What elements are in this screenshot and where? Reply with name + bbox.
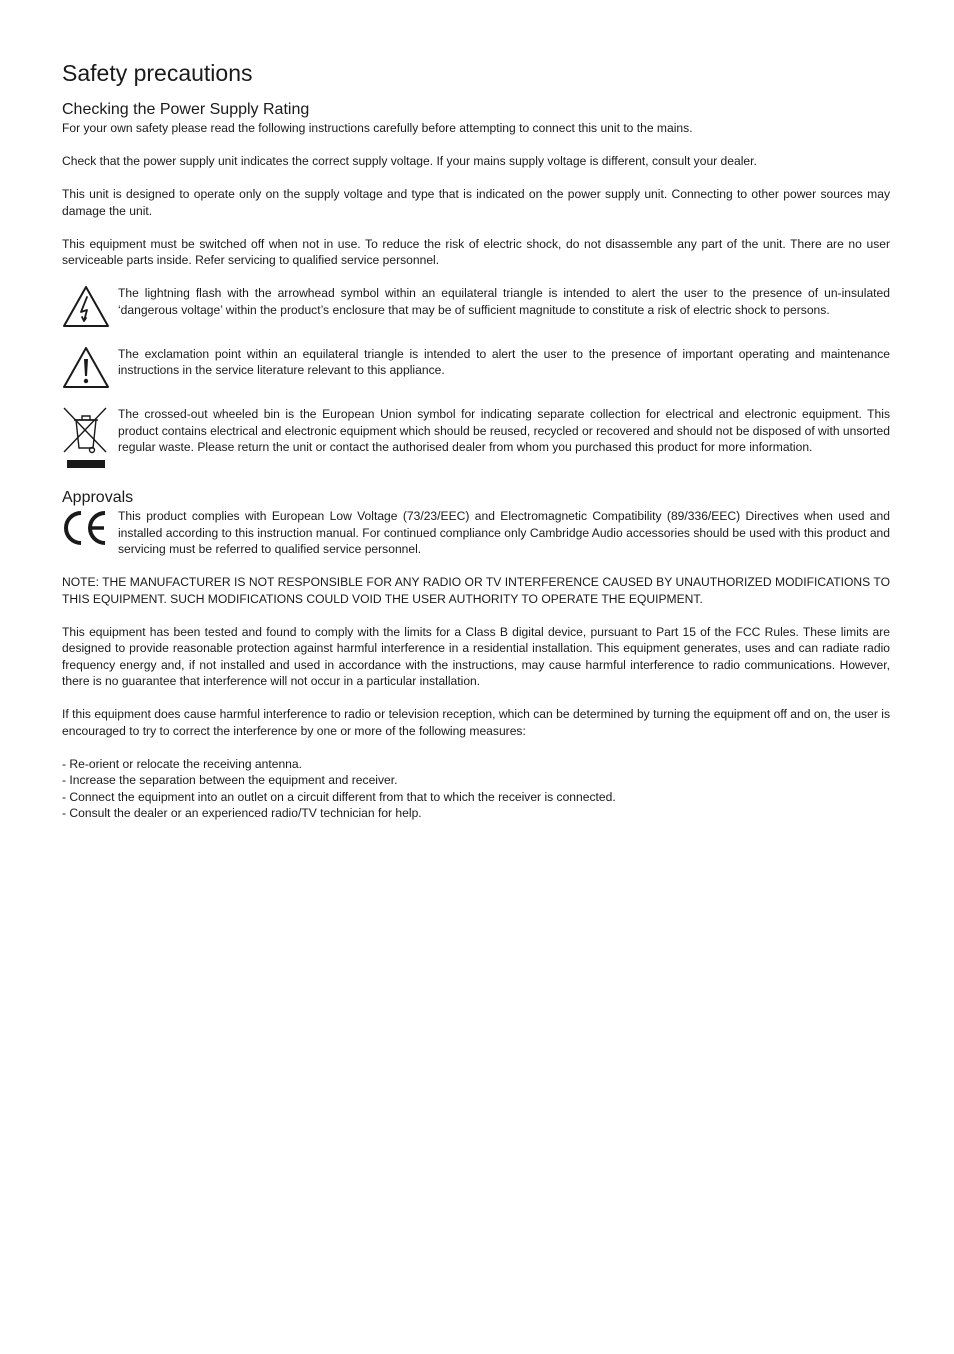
ce-compliance-text: This product complies with European Low Voltage (73/23/EEC) and Electromagnetic Compatibility (89/336/EEC) Directives when used and installed according to this instruction manual. For continued compliance only Cambridge Audio accessories should be used with this product and servicing must be referred to qualified service personnel. <box>118 509 890 556</box>
list-item: - Connect the equipment into an outlet on a circuit different from that to which the receiver is connected. <box>62 789 616 804</box>
paragraph-switch-off: This equipment must be switched off when not in use. To reduce the risk of electric shock, do not disassemble any part of the unit. There are no user serviceable parts inside. Refer servicing to qualified service personnel. <box>62 236 890 267</box>
paragraph-voltage-check: Check that the power supply unit indicates the correct supply voltage. If your mains supply voltage is different, consult your dealer. <box>62 154 757 168</box>
page-title: Safety precautions <box>62 60 253 86</box>
weee-symbol-text: The crossed-out wheeled bin is the European Union symbol for indicating separate collection for electrical and electronic equipment. This product contains electrical and electronic equipment which should be reused, recycled or recovered and should not be disposed of with unsorted regular waste. Please return the unit or contact the authorised dealer from whom you purchased this product for more information. <box>118 407 890 454</box>
ce-row <box>62 508 890 558</box>
power-supply-heading: Checking the Power Supply Rating <box>62 101 310 118</box>
manufacturer-note: NOTE: THE MANUFACTURER IS NOT RESPONSIBLE FOR ANY RADIO OR TV INTERFERENCE CAUSED BY UNAUTHORIZED MODIFICATIONS TO THIS EQUIPMENT. SUCH MODIFICATIONS COULD VOID THE USER AUTHORITY TO OPERATE THE EQUIPMENT. <box>62 575 890 606</box>
list-item: - Increase the separation between the equipment and receiver. <box>62 773 398 787</box>
page-content <box>62 58 890 822</box>
paragraph-supply-type: This unit is designed to operate only on the supply voltage and type that is indicated on the power supply unit. Connecting to other power sources may damage the unit. <box>62 187 890 218</box>
symbol-row-exclamation <box>62 346 890 390</box>
ce-mark-icon <box>62 508 118 548</box>
measures-list <box>62 756 890 822</box>
approvals-heading: Approvals <box>62 489 134 506</box>
paragraph-intro: For your own safety please read the following instructions carefully before attempting to connect this unit to the mains. <box>62 121 693 135</box>
fcc-paragraph-measures: If this equipment does cause harmful interference to radio or television reception, which can be determined by turning the equipment off and on, the user is encouraged to try to correct the interference by one or more of the following measures: <box>62 707 890 738</box>
weee-bin-icon <box>62 406 118 472</box>
symbol-row-weee <box>62 406 890 472</box>
lightning-symbol-text: The lightning flash with the arrowhead symbol within an equilateral triangle is intended to alert the user to the presence of un-insulated ‘dangerous voltage’ within the product’s enclosure that may be of sufficient magnitude to constitute a risk of electric shock to persons. <box>118 286 890 317</box>
lightning-warning-icon <box>62 285 118 329</box>
exclamation-warning-icon <box>62 346 118 390</box>
symbol-row-lightning <box>62 285 890 329</box>
list-item: - Re-orient or relocate the receiving antenna. <box>62 756 302 771</box>
list-item: - Consult the dealer or an experienced radio/TV technician for help. <box>62 806 422 820</box>
exclamation-symbol-text: The exclamation point within an equilateral triangle is intended to alert the user to the presence of important operating and maintenance instructions in the service literature relevant to this appliance. <box>118 346 890 377</box>
fcc-paragraph-limits: This equipment has been tested and found to comply with the limits for a Class B digital device, pursuant to Part 15 of the FCC Rules. These limits are designed to provide reasonable protection against harmful interference in a residential installation. This equipment generates, uses and can radiate radio frequency energy and, if not installed and used in accordance with the instructions, may cause harmful interference to radio communications. However, there is no guarantee that interference will not occur in a particular installation. <box>62 624 890 688</box>
